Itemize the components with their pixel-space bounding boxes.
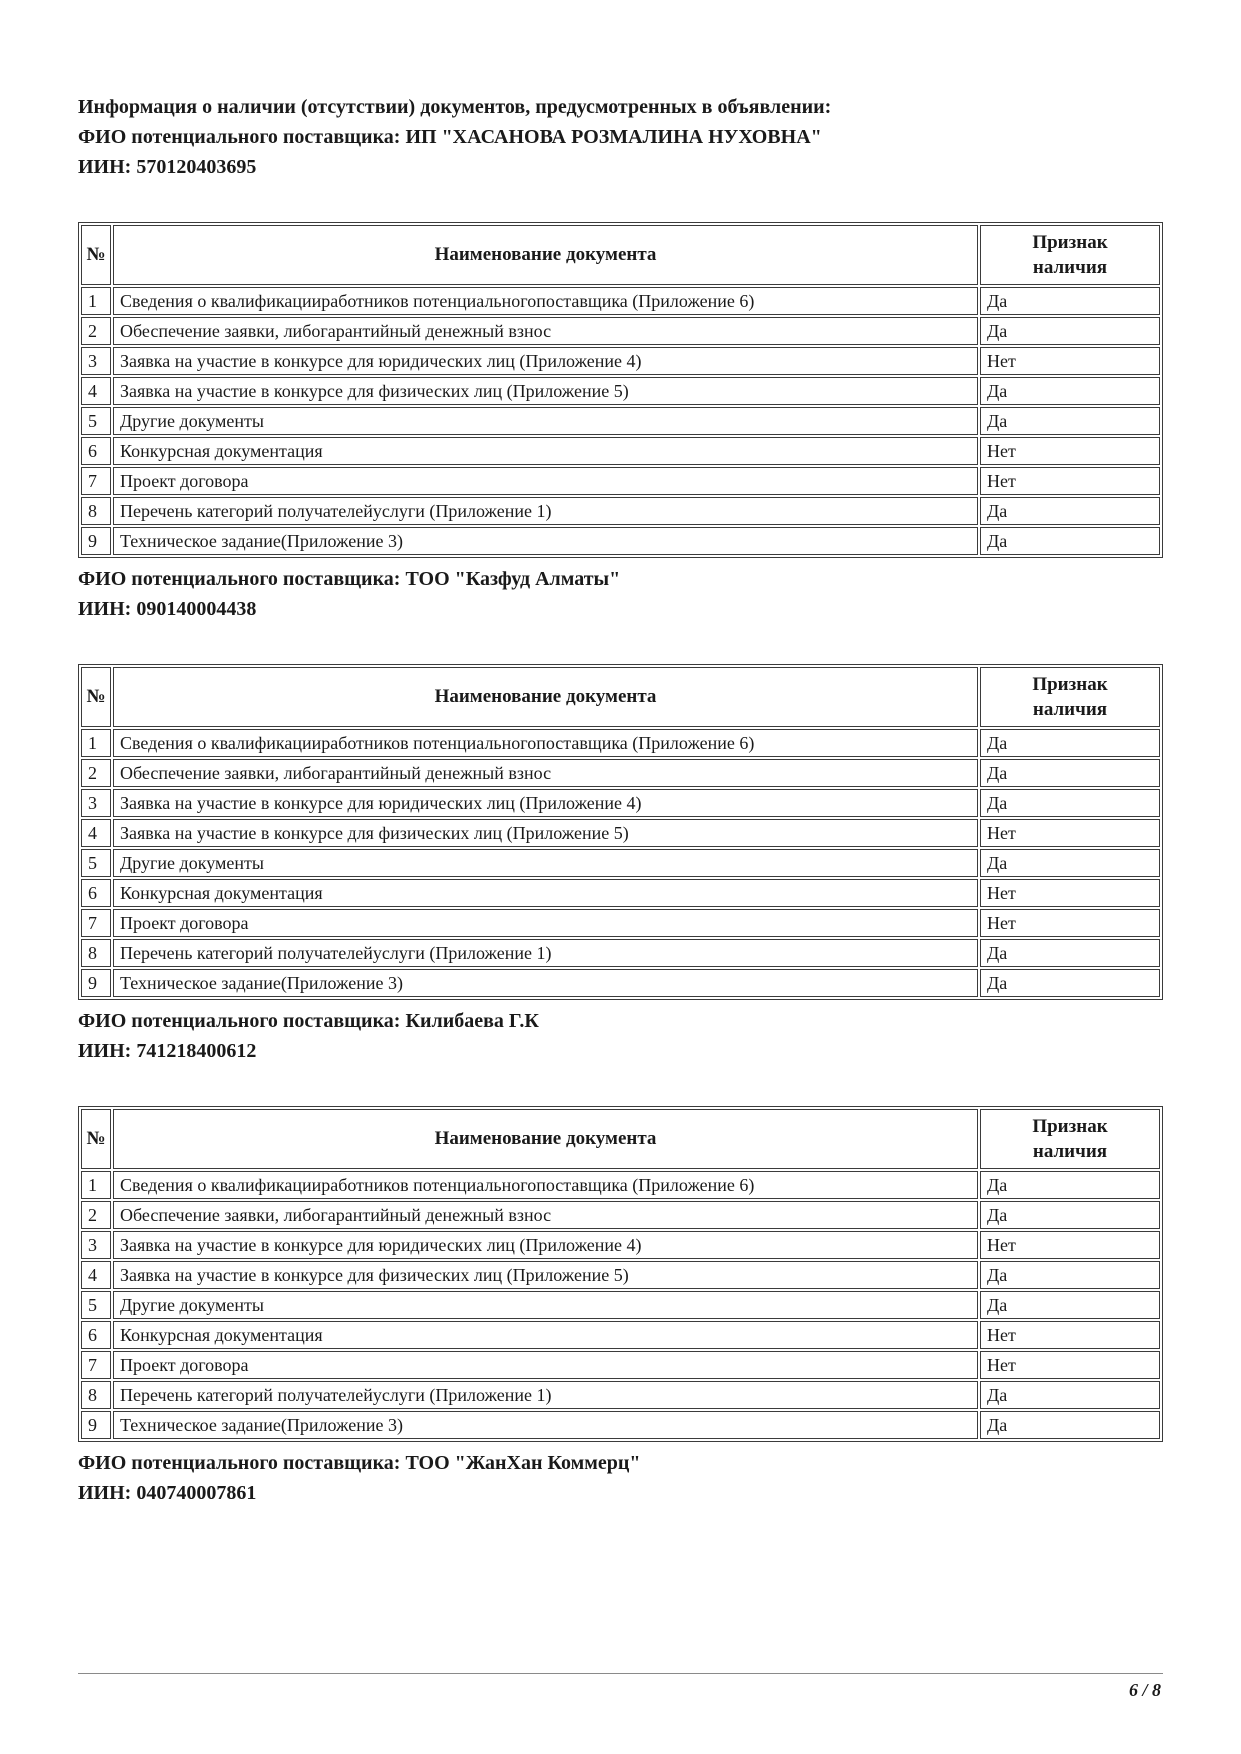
document-name-cell: Техническое задание(Приложение 3) — [113, 969, 978, 997]
col-header-presence — [980, 1109, 1160, 1169]
table-row — [81, 879, 1160, 907]
col-header-doc-name: Наименование документа — [113, 1109, 978, 1169]
col-header-presence-label: Признак наличия — [1032, 674, 1108, 720]
table-row — [81, 729, 1160, 757]
table-row — [81, 1261, 1160, 1289]
table-row — [81, 1231, 1160, 1259]
page-number: 6 / 8 — [1128, 1680, 1161, 1700]
col-header-doc-name: Наименование документа — [113, 225, 978, 285]
table-row — [81, 849, 1160, 877]
document-name-cell: Обеспечение заявки, либогарантийный денежный взнос — [113, 1201, 978, 1229]
col-header-presence-label: Признак наличия — [1032, 232, 1108, 278]
presence-value-cell: Да — [980, 969, 1160, 997]
supplier-sections — [78, 122, 1163, 1508]
table-row — [81, 1171, 1160, 1199]
document-name-cell: Проект договора — [113, 1351, 978, 1379]
documents-table — [78, 222, 1163, 558]
row-number-cell: 8 — [81, 939, 111, 967]
presence-value-cell: Нет — [980, 879, 1160, 907]
document-name-cell: Заявка на участие в конкурсе для физических лиц (Приложение 5) — [113, 819, 978, 847]
footer-divider — [78, 1673, 1163, 1674]
row-number-cell: 8 — [81, 1381, 111, 1409]
documents-table — [78, 664, 1163, 1000]
table-row — [81, 467, 1160, 495]
document-name-cell: Сведения о квалификацииработников потенциальногопоставщика (Приложение 6) — [113, 287, 978, 315]
table-row — [81, 437, 1160, 465]
document-name-cell: Техническое задание(Приложение 3) — [113, 527, 978, 555]
presence-value-cell: Да — [980, 849, 1160, 877]
row-number-cell: 9 — [81, 1411, 111, 1439]
supplier-fio: ФИО потенциального поставщика: Килибаева Г.К — [78, 1010, 539, 1032]
table-row — [81, 377, 1160, 405]
col-header-presence — [980, 667, 1160, 727]
presence-value-cell: Нет — [980, 1321, 1160, 1349]
supplier-fio: ФИО потенциального поставщика: ТОО "Казфуд Алматы" — [78, 568, 621, 590]
table-row — [81, 969, 1160, 997]
document-name-cell: Заявка на участие в конкурсе для физических лиц (Приложение 5) — [113, 1261, 978, 1289]
row-number-cell: 6 — [81, 1321, 111, 1349]
table-row — [81, 1321, 1160, 1349]
supplier-iin: ИИН: 090140004438 — [78, 598, 257, 620]
document-name-cell: Сведения о квалификацииработников потенциальногопоставщика (Приложение 6) — [113, 729, 978, 757]
table-row — [81, 909, 1160, 937]
col-header-num: № — [81, 225, 111, 285]
presence-value-cell: Да — [980, 497, 1160, 525]
document-name-cell: Другие документы — [113, 849, 978, 877]
presence-value-cell: Да — [980, 1381, 1160, 1409]
col-header-num: № — [81, 1109, 111, 1169]
presence-value-cell: Нет — [980, 909, 1160, 937]
row-number-cell: 1 — [81, 287, 111, 315]
document-name-cell: Перечень категорий получателейуслуги (Приложение 1) — [113, 939, 978, 967]
presence-value-cell: Да — [980, 1201, 1160, 1229]
row-number-cell: 4 — [81, 1261, 111, 1289]
document-name-cell: Конкурсная документация — [113, 879, 978, 907]
presence-value-cell: Да — [980, 1261, 1160, 1289]
document-name-cell: Проект договора — [113, 467, 978, 495]
table-row — [81, 939, 1160, 967]
supplier-iin: ИИН: 741218400612 — [78, 1040, 257, 1062]
row-number-cell: 6 — [81, 879, 111, 907]
row-number-cell: 7 — [81, 909, 111, 937]
row-number-cell: 7 — [81, 467, 111, 495]
document-name-cell: Другие документы — [113, 1291, 978, 1319]
document-name-cell: Перечень категорий получателейуслуги (Приложение 1) — [113, 1381, 978, 1409]
row-number-cell: 1 — [81, 1171, 111, 1199]
col-header-num: № — [81, 667, 111, 727]
col-header-doc-name: Наименование документа — [113, 667, 978, 727]
table-header-row — [81, 1109, 1160, 1169]
col-header-presence — [980, 225, 1160, 285]
row-number-cell: 3 — [81, 1231, 111, 1259]
document-name-cell: Конкурсная документация — [113, 437, 978, 465]
row-number-cell: 9 — [81, 527, 111, 555]
row-number-cell: 1 — [81, 729, 111, 757]
row-number-cell: 2 — [81, 317, 111, 345]
presence-value-cell: Нет — [980, 347, 1160, 375]
table-row — [81, 789, 1160, 817]
table-row — [81, 1351, 1160, 1379]
presence-value-cell: Да — [980, 377, 1160, 405]
document-name-cell: Обеспечение заявки, либогарантийный денежный взнос — [113, 317, 978, 345]
document-name-cell: Конкурсная документация — [113, 1321, 978, 1349]
presence-value-cell: Да — [980, 287, 1160, 315]
presence-value-cell: Да — [980, 1171, 1160, 1199]
supplier-iin: ИИН: 040740007861 — [78, 1482, 257, 1504]
supplier-section — [78, 1006, 1163, 1442]
table-row — [81, 759, 1160, 787]
row-number-cell: 5 — [81, 1291, 111, 1319]
row-number-cell: 7 — [81, 1351, 111, 1379]
supplier-section — [78, 122, 1163, 558]
presence-value-cell: Да — [980, 527, 1160, 555]
document-name-cell: Сведения о квалификацииработников потенциальногопоставщика (Приложение 6) — [113, 1171, 978, 1199]
documents-table — [78, 1106, 1163, 1442]
row-number-cell: 4 — [81, 377, 111, 405]
presence-value-cell: Да — [980, 939, 1160, 967]
table-header-row — [81, 667, 1160, 727]
page-title: Информация о наличии (отсутствии) документов, предусмотренных в объявлении: — [78, 96, 832, 118]
presence-value-cell: Нет — [980, 1231, 1160, 1259]
table-row — [81, 407, 1160, 435]
row-number-cell: 6 — [81, 437, 111, 465]
supplier-section — [78, 564, 1163, 1000]
presence-value-cell: Нет — [980, 467, 1160, 495]
supplier-fio: ФИО потенциального поставщика: ТОО "ЖанХан Коммерц" — [78, 1452, 641, 1474]
presence-value-cell: Да — [980, 407, 1160, 435]
presence-value-cell: Нет — [980, 437, 1160, 465]
table-row — [81, 317, 1160, 345]
table-row — [81, 1201, 1160, 1229]
row-number-cell: 3 — [81, 789, 111, 817]
document-name-cell: Техническое задание(Приложение 3) — [113, 1411, 978, 1439]
presence-value-cell: Да — [980, 1291, 1160, 1319]
supplier-fio: ФИО потенциального поставщика: ИП "ХАСАНОВА РОЗМАЛИНА НУХОВНА" — [78, 126, 822, 148]
table-row — [81, 1411, 1160, 1439]
row-number-cell: 8 — [81, 497, 111, 525]
document-name-cell: Заявка на участие в конкурсе для юридических лиц (Приложение 4) — [113, 347, 978, 375]
table-header-row — [81, 225, 1160, 285]
presence-value-cell: Да — [980, 789, 1160, 817]
table-row — [81, 287, 1160, 315]
row-number-cell: 5 — [81, 849, 111, 877]
table-row — [81, 1291, 1160, 1319]
document-name-cell: Заявка на участие в конкурсе для юридических лиц (Приложение 4) — [113, 789, 978, 817]
row-number-cell: 3 — [81, 347, 111, 375]
row-number-cell: 9 — [81, 969, 111, 997]
presence-value-cell: Да — [980, 729, 1160, 757]
table-row — [81, 1381, 1160, 1409]
document-name-cell: Заявка на участие в конкурсе для юридических лиц (Приложение 4) — [113, 1231, 978, 1259]
supplier-section — [78, 1448, 1163, 1508]
document-name-cell: Перечень категорий получателейуслуги (Приложение 1) — [113, 497, 978, 525]
table-row — [81, 347, 1160, 375]
row-number-cell: 4 — [81, 819, 111, 847]
presence-value-cell: Да — [980, 759, 1160, 787]
presence-value-cell: Нет — [980, 1351, 1160, 1379]
presence-value-cell: Нет — [980, 819, 1160, 847]
presence-value-cell: Да — [980, 317, 1160, 345]
row-number-cell: 2 — [81, 759, 111, 787]
table-row — [81, 819, 1160, 847]
table-row — [81, 527, 1160, 555]
table-row — [81, 497, 1160, 525]
supplier-iin: ИИН: 570120403695 — [78, 156, 257, 178]
document-name-cell: Другие документы — [113, 407, 978, 435]
row-number-cell: 2 — [81, 1201, 111, 1229]
document-name-cell: Обеспечение заявки, либогарантийный денежный взнос — [113, 759, 978, 787]
col-header-presence-label: Признак наличия — [1032, 1116, 1108, 1162]
document-name-cell: Заявка на участие в конкурсе для физических лиц (Приложение 5) — [113, 377, 978, 405]
row-number-cell: 5 — [81, 407, 111, 435]
document-name-cell: Проект договора — [113, 909, 978, 937]
presence-value-cell: Да — [980, 1411, 1160, 1439]
